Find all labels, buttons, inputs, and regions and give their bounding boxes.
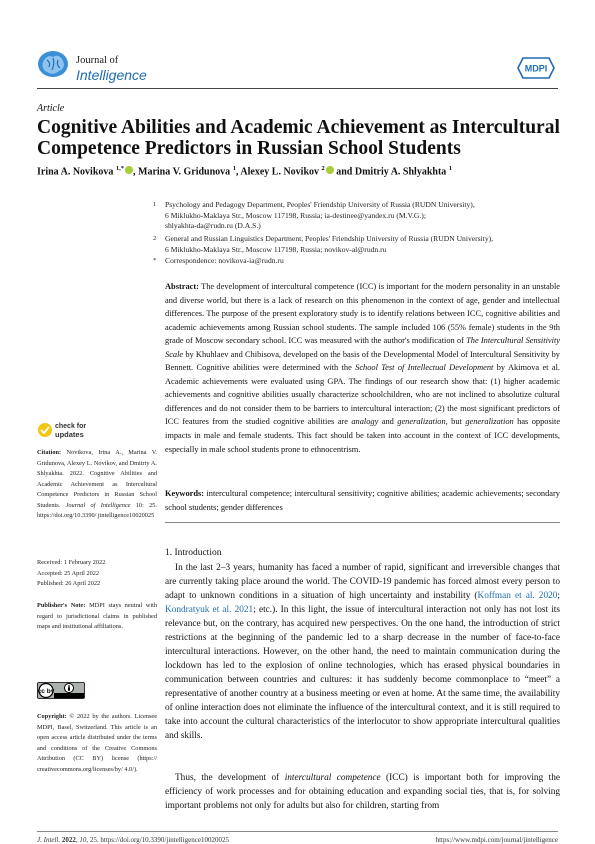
article-type: Article	[37, 103, 65, 114]
author-sup: 1,*	[115, 165, 125, 172]
intro-paragraph-2: Thus, the development of intercultural competence (ICC) is important both for improving the efficiency of work processes and for obtaining education and expanding social ties, that is, for solving important problems not only for adults but also for children, starting from	[165, 773, 561, 811]
author-name[interactable]: Alexey L. Novikov	[240, 166, 319, 178]
check-for-updates-badge[interactable]	[37, 418, 137, 442]
author-sup: 1	[232, 165, 236, 172]
abstract-label: Abstract:	[165, 282, 199, 291]
author-name[interactable]: Irina A. Novikova	[37, 166, 114, 178]
keywords-label: Keywords:	[165, 489, 205, 498]
abstract: Abstract: The development of intercultural competence (ICC) is important for the modern personality in an unstable and diverse world, but there is a lack of research on this phenomenon in the context of age, gender and intellectual differences. The purpose of the present exploratory study is to identify relations between ICC, cognitive abilities and academic achievements among Russian school students. The sample included 106 (55% female) students in the 9th grade of Moscow secondary school. ICC was measured with the author's modification of The Intercultural Sensitivity Scale by Khuhlaev and Chibisova, developed on the basis of the Developmental Model of Intercultural Sensitivity by Bennett. Cognitive abilities were determined with the School Test of Intellectual Development by Akimova et al. Academic achievements were evaluated using GPA. The findings of our research show that: (1) higher academic achievements and cognitive abilities usually characterize schoolchildren, who are not inclined to absolutize cultural differences and do not consider them to be barriers to intercultural interaction; (2) the most significant predictors of ICC features from the studied cognitive abilities are analogy and generalization, but generalization has opposite impacts in male and female students. This fact should be taken into account in the context of ICC developments, especially in male school students prone to ethnocentrism.	[165, 282, 561, 454]
journal-name: Intelligence	[76, 67, 147, 83]
header-rule	[37, 88, 558, 89]
svg-text:cc by: cc by	[37, 688, 55, 695]
author-name[interactable]: Dmitriy A. Shlyakhta	[354, 166, 447, 178]
orcid-icon[interactable]	[326, 166, 334, 174]
author-list: Irina A. Novikova $^{1,*}$ , Marina V. Gridunova $^1$, Alexey L. Novikov $^2$ and Dmitriy A. Shlyakhta $^1$	[37, 165, 453, 178]
author-name[interactable]: Marina V. Gridunova	[138, 166, 231, 178]
footer-journal-url[interactable]: https://www.mdpi.com/journal/jintelligence	[435, 836, 558, 844]
svg-text:check for: check for	[55, 423, 87, 430]
svg-text:updates: updates	[55, 430, 84, 439]
dates-block: Received: 1 February 2022 Accepted: 25 April 2022 Published: 26 April 2022	[37, 559, 106, 587]
journal-prefix: Journal of	[76, 55, 119, 66]
citation-link[interactable]: Kondratyuk et al. 2021	[165, 605, 254, 615]
publisher-note: Publisher's Note: MDPI stays neutral with regard to jurisdictional claims in published maps and institutional affiliations.	[37, 602, 157, 630]
affiliation-1: 1 Psychology and Pedagogy Department, Peoples' Friendship University of Russia (RUDN University), 6 Miklukho-Maklaya Str., Moscow 117198, Russia; ia-destinee@yandex.ru (M.V.G.); shlyakhta-da@rudn.ru (D.A.S.)	[153, 200, 475, 231]
article-title: Cognitive Abilities and Academic Achievement as Intercultural Competence Predictors in Russian School Students	[37, 117, 560, 159]
correspondence: * Correspondence: novikova-ia@rudn.ru	[153, 256, 284, 265]
footer-citation: J. Intell. 2022, 10, 25. https://doi.org/10.3390/jintelligence10020025	[37, 836, 229, 844]
author-sup: 2	[321, 165, 325, 172]
keywords-rule	[165, 522, 560, 523]
citation-link[interactable]: Koffman et al. 2020	[477, 591, 558, 601]
footer-rule	[37, 831, 558, 832]
intro-paragraph-1: In the last 2–3 years, humanity has faced a number of rapid, significant and irreversible changes that are currently taking place around the world. The COVID-19 pandemic has forced almost every person to adapt to unknown conditions in a situation of high uncertainty and instability (Koffman et al. 2020; Kondratyuk et al. 2021; etc.). In this light, the issue of intercultural interaction not only has not lost its relevance but, on the contrary, has acquired new perspectives. On the one hand, the introduction of strict restrictions at the beginning of the pandemic led to a sharp decrease in the number of face-to-face intercultural interactions. However, on the other hand, the need to maintain communication during the lockdown has led to the explosion of online technologies, which has erased physical boundaries in communication between countries and cultures: it has suddenly become commonplace to “meet” a representative of another country at a business meeting or even at home. At the same time, the availability of online interaction does not eliminate the influence of the intercultural context, and it is still required to take into account the cultural characteristics of the interlocutor to show appropriate intercultural qualities and skills.	[165, 563, 560, 741]
author-sup: 1	[448, 165, 453, 172]
affiliation-2: 2 General and Russian Linguistics Department, Peoples' Friendship University of Russia (RUDN University), 6 Miklukho-Maklaya Str., Moscow 117198, Russia; novikov-al@rudn.ru	[153, 234, 494, 254]
citation-block: Citation: Novikova, Irina A., Marina V. Gridunova, Alexey L. Novikov, and Dmitriy A. Shlyakhta. 2022. Cognitive Abilities and Academic Achievement as Intercultural Competence Predictors in Russian School Students. Journal of Intelligence 10: 25. https://doi.org/10.3390/ jintelligence10020025	[37, 449, 158, 519]
orcid-icon[interactable]	[125, 166, 133, 174]
copyright-block: Copyright: © 2022 by the authors. Licensee MDPI, Basel, Switzerland. This article is an open access article distributed under the terms and conditions of the Creative Commons Attribution (CC BY) license (https:// creativecommons.org/licenses/by/ 4.0/).	[37, 713, 157, 773]
cc-by-license-icon[interactable]	[37, 682, 85, 699]
section-heading: 1. Introduction	[165, 548, 222, 558]
svg-text:MDPI: MDPI	[524, 63, 548, 74]
journal-logo-icon	[37, 48, 69, 80]
keywords: Keywords: intercultural competence; intercultural sensitivity; cognitive abilities; academic achievements; secondary school students; gender differences	[165, 489, 560, 512]
mdpi-logo-icon	[517, 56, 555, 80]
